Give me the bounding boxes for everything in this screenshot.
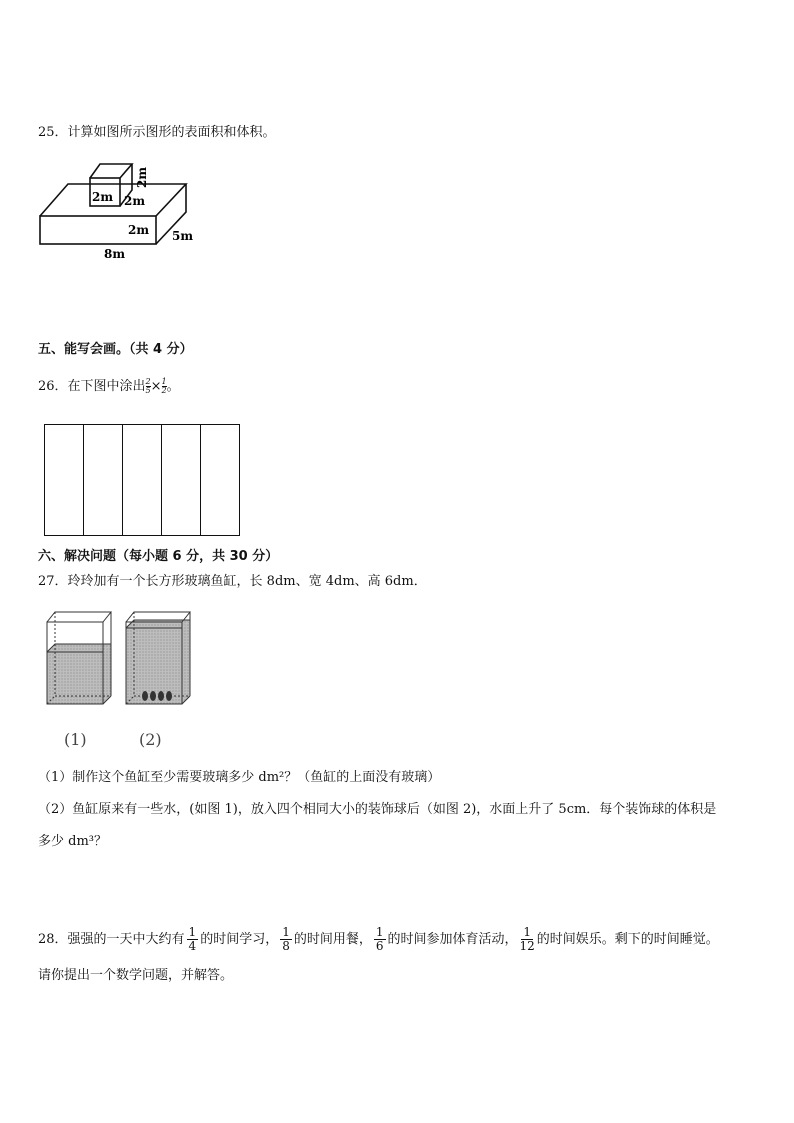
grid-cell[interactable] [84, 425, 123, 535]
label-box-side: 5m [172, 229, 194, 243]
tank-2 [126, 612, 190, 704]
fraction-one-twelfth: $\frac{1}{12}$ [519, 925, 535, 953]
question-27-text: 27．玲玲加有一个长方形玻璃鱼缸，长 8dm、宽 4dm、高 6dm． [38, 574, 427, 589]
figure-1-label: (1) [64, 730, 87, 749]
question-28-line-2: 请你提出一个数学问题，并解答。 [38, 968, 234, 983]
q26-prefix: 26．在下图中涂出 [38, 379, 146, 394]
label-top-front: 2m [92, 190, 114, 204]
figure-2-label: (2) [139, 730, 162, 749]
fraction-one-half: $\frac{1}{2}$ [161, 377, 167, 395]
label-top-depth: 2m [135, 166, 149, 188]
label-box-bottom: 8m [104, 247, 126, 261]
question-27-sub-2-line-2: 多少 dm³？ [38, 834, 107, 849]
label-top-side: 2m [124, 194, 146, 208]
question-28-line-1: 28．强强的一天中大约有 $\frac{1}{4}$ 的时间学习， $\frac{1}{8}$ 的时间用餐， $\frac{1}{6}$ 的时间参加体育活动， $\frac{1}{12}$ 的时间娱乐。剩下的时间睡觉。 [38, 925, 719, 953]
fraction-two-fifths: $\frac{2}{5}$ [145, 377, 151, 395]
tank-1 [47, 612, 111, 704]
grid-cell[interactable] [123, 425, 162, 535]
section-5-title: 五、能写会画。（共 4 分） [38, 342, 193, 357]
shading-grid[interactable] [44, 424, 240, 536]
question-27-sub-2-line-1: （2）鱼缸原来有一些水，(如图 1)，放入四个相同大小的装饰球后（如图 2)，水面上升了 5cm．每个装饰球的体积是 [38, 802, 717, 817]
question-25-text: 25．计算如图所示图形的表面积和体积。 [38, 125, 276, 140]
label-box-front: 2m [128, 223, 150, 237]
times-sign: × [150, 379, 162, 394]
grid-cell[interactable] [45, 425, 84, 535]
grid-cell[interactable] [162, 425, 201, 535]
fraction-one-eighth: $\frac{1}{8}$ [282, 925, 290, 953]
composite-solid-figure [36, 158, 206, 264]
question-26-text: 26．在下图中涂出 $\frac{2}{5}$ × $\frac{1}{2}$ 。 [38, 377, 180, 395]
fraction-one-sixth: $\frac{1}{6}$ [375, 925, 384, 953]
section-6-title: 六、解决问题（每小题 6 分，共 30 分） [38, 549, 279, 564]
grid-cell[interactable] [201, 425, 239, 535]
question-27-sub-1: （1）制作这个鱼缸至少需要玻璃多少 dm²？（鱼缸的上面没有玻璃） [38, 770, 441, 785]
fraction-one-quarter: $\frac{1}{4}$ [188, 925, 197, 953]
fish-tank-figures [40, 606, 200, 754]
